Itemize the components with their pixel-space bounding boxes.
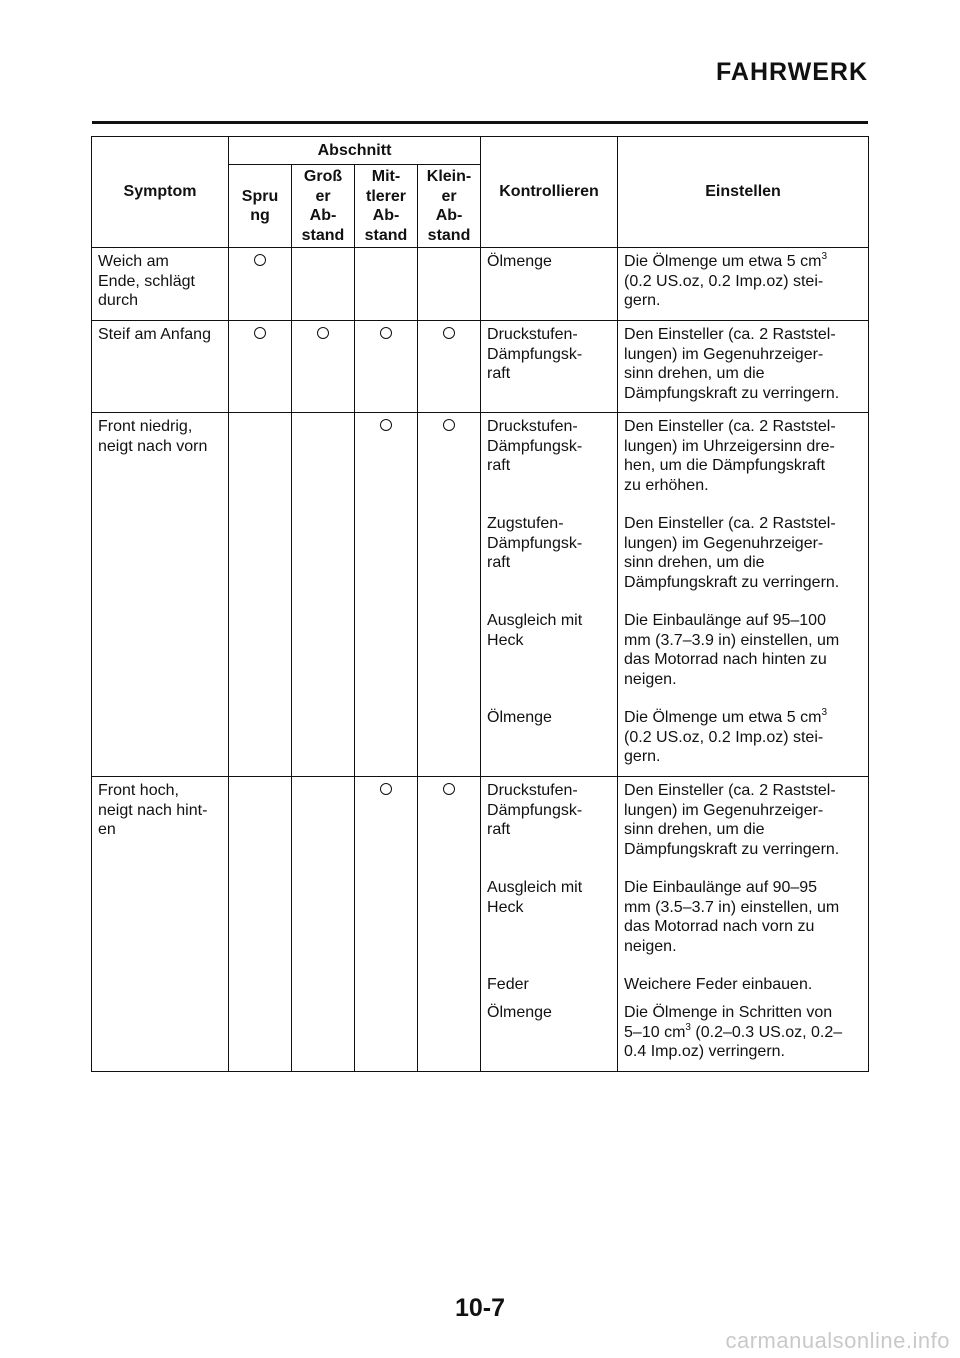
unit-superscript: 3 [685, 1021, 691, 1033]
abschnitt-mark-cell [229, 248, 292, 321]
check-item: Ölmenge [487, 253, 552, 270]
check-item: Feder [487, 976, 529, 993]
abschnitt-mark-cell [292, 321, 355, 413]
adjust-item: Den Einsteller (ca. 2 Raststel- lungen) im Gegenuhrzeiger- sinn drehen, um die Dämpfungskraft zu verringern. [624, 782, 840, 858]
check-item: Ausgleich mit Heck [487, 879, 583, 916]
troubleshooting-table [91, 136, 869, 1072]
circle-mark-icon [380, 327, 392, 339]
circle-mark-icon [380, 419, 392, 431]
abschnitt-mark-cell [355, 321, 418, 413]
abschnitt-mark-cell [292, 413, 355, 777]
abschnitt-mark-cell [292, 777, 355, 1072]
abschnitt-mark-cell [418, 777, 481, 1072]
unit-superscript: 3 [821, 707, 827, 718]
table-row [92, 413, 869, 777]
adjust-item: Weichere Feder einbauen. [624, 976, 813, 993]
page-section-title: FAHRWERK [716, 58, 868, 86]
kontrollieren-cell [481, 321, 618, 413]
circle-mark-icon [317, 327, 329, 339]
circle-mark-icon [443, 783, 455, 795]
circle-mark-icon [380, 783, 392, 795]
page-number: 10-7 [454, 1294, 506, 1322]
header-kontrollieren: Kontrollieren [481, 137, 618, 248]
kontrollieren-cell [481, 777, 618, 1072]
abschnitt-mark-cell [418, 413, 481, 777]
adjust-text: (0.2–0.3 US.oz, 0.2– 0.4 Imp.oz) verringern. [624, 1023, 843, 1060]
adjust-item: Den Einsteller (ca. 2 Raststel- lungen) im Uhrzeigersinn dre- hen, um die Dämpfungskraft zu erhöhen. [624, 418, 836, 494]
circle-mark-icon [443, 419, 455, 431]
adjust-item [624, 252, 862, 311]
circle-mark-icon [443, 327, 455, 339]
circle-mark-icon [254, 254, 266, 266]
table-row [92, 321, 869, 413]
abschnitt-mark-cell [229, 777, 292, 1072]
einstellen-cell [618, 777, 869, 1072]
adjust-item [624, 1003, 862, 1062]
abschnitt-mark-cell [355, 777, 418, 1072]
symptom-cell: Front hoch, neigt nach hint- en [92, 777, 229, 1072]
adjust-item: Die Einbaulänge auf 95–100 mm (3.7–3.9 in) einstellen, um das Motorrad nach hinten zu neigen. [624, 612, 840, 688]
header-symptom: Symptom [92, 137, 229, 248]
adjust-text: Die Ölmenge in Schritten von 5–10 cm [624, 1004, 833, 1041]
abschnitt-mark-cell [418, 321, 481, 413]
abschnitt-mark-cell [355, 413, 418, 777]
adjust-text: Die Ölmenge um etwa 5 cm [624, 709, 822, 726]
adjust-item: Den Einsteller (ca. 2 Raststel- lungen) im Gegenuhrzeiger- sinn drehen, um die Dämpfungskraft zu verringern. [624, 326, 840, 402]
adjust-item: Den Einsteller (ca. 2 Raststel- lungen) im Gegenuhrzeiger- sinn drehen, um die Dämpfungskraft zu verringern. [624, 515, 840, 591]
adjust-text: (0.2 US.oz, 0.2 Imp.oz) stei- gern. [624, 272, 824, 309]
header-abschnitt: Abschnitt [229, 137, 481, 165]
watermark: carmanualsonline.info [725, 1328, 950, 1353]
abschnitt-mark-cell [292, 248, 355, 321]
symptom-cell: Steif am Anfang [92, 321, 229, 413]
check-item: Ausgleich mit Heck [487, 612, 583, 649]
adjust-text: (0.2 US.oz, 0.2 Imp.oz) stei- gern. [624, 728, 824, 765]
kontrollieren-cell [481, 413, 618, 777]
einstellen-cell [618, 413, 869, 777]
header-sprung: Spru ng [229, 165, 292, 248]
header-einstellen: Einstellen [618, 137, 869, 248]
check-item: Zugstufen- Dämpfungsk- raft [487, 515, 583, 571]
table-row [92, 777, 869, 1072]
header-kleiner-abstand: Klein- er Ab- stand [418, 165, 481, 248]
header-divider [92, 121, 868, 124]
abschnitt-mark-cell [355, 248, 418, 321]
symptom-cell: Front niedrig, neigt nach vorn [92, 413, 229, 777]
header-grosser-abstand: Groß er Ab- stand [292, 165, 355, 248]
einstellen-cell [618, 248, 869, 321]
abschnitt-mark-cell [229, 321, 292, 413]
circle-mark-icon [254, 327, 266, 339]
kontrollieren-cell [481, 248, 618, 321]
adjust-item [624, 708, 862, 767]
abschnitt-mark-cell [418, 248, 481, 321]
check-item: Druckstufen- Dämpfungsk- raft [487, 418, 583, 474]
table-row [92, 248, 869, 321]
check-item: Ölmenge [487, 709, 552, 726]
einstellen-cell [618, 321, 869, 413]
unit-superscript: 3 [821, 251, 827, 262]
abschnitt-mark-cell [229, 413, 292, 777]
check-item: Druckstufen- Dämpfungsk- raft [487, 782, 583, 838]
header-mittlerer-abstand: Mit- tlerer Ab- stand [355, 165, 418, 248]
check-item: Ölmenge [487, 1004, 552, 1021]
adjust-text: Die Ölmenge um etwa 5 cm [624, 253, 822, 270]
symptom-cell: Weich am Ende, schlägt durch [92, 248, 229, 321]
adjust-item: Die Einbaulänge auf 90–95 mm (3.5–3.7 in) einstellen, um das Motorrad nach vorn zu neigen. [624, 879, 840, 955]
check-item: Druckstufen- Dämpfungsk- raft [487, 326, 583, 382]
